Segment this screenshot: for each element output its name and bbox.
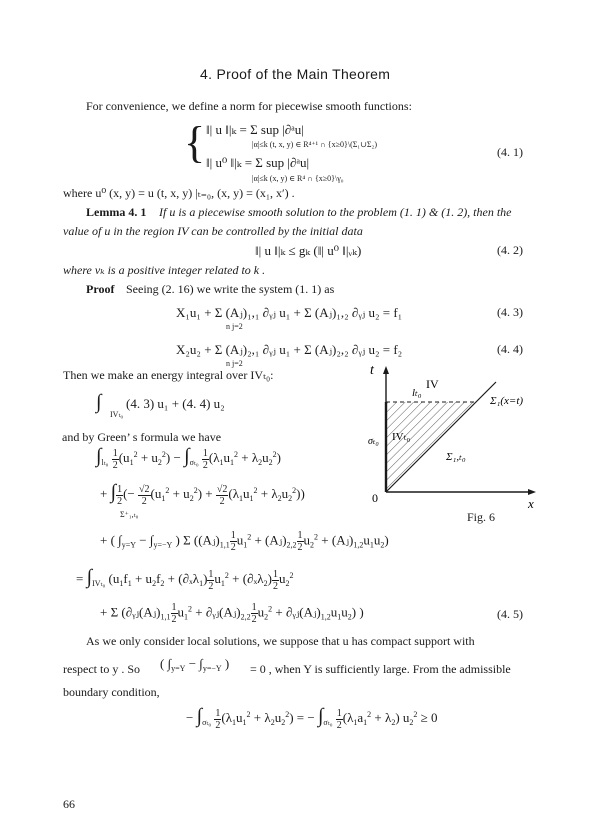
figure-caption: Fig. 6 — [467, 510, 496, 524]
equation-number-4-2: (4. 2) — [497, 243, 523, 257]
intro-text: For convenience, we define a norm for piecewise smooth functions: — [86, 99, 412, 113]
boundary-integrals: ( $\int_{y=Y} - \int_{y=-Y}$ ) — [160, 656, 230, 673]
proof-text: Seeing (2. 16) we write the system (1. 1) as — [126, 282, 335, 296]
green-text: and by Green’ s formula we have — [62, 430, 222, 444]
equation-4-3: X₁u₁ + Σ (Aⱼ)₁,₁ ∂ᵧⱼ u₁ + Σ (Aⱼ)₁,₂ ∂ᵧⱼ u₂ = f₁ — [176, 305, 403, 320]
equation-number-4-1: (4. 1) — [497, 145, 523, 159]
integral-sign: ∫ — [96, 391, 102, 413]
sum-limits-4-3: n j=2 — [226, 322, 243, 331]
where-line: where u⁰ (x, y) = u (t, x, y) |ₜ₌₀, (x, y) = (x₁, x′) . — [63, 186, 295, 200]
left-brace: { — [184, 118, 206, 167]
norm-line-1-sub: |α|≤k (t, x, y) ∈ R⁴⁺¹ ∩ {x≥0}\(Σ₁∪Σ₂) — [252, 140, 377, 149]
equation-number-4-5: (4. 5) — [497, 607, 523, 621]
lemma-text-2: value of u in the region IV can be controlled by the initial data — [63, 224, 363, 238]
energy-integral: (4. 3) u₁ + (4. 4) u₂ — [126, 396, 225, 411]
norm-line-2: ‖| u⁰ ‖|ₖ = Σ sup |∂ᵃu| — [206, 155, 310, 170]
norm-line-2-sub: |α|≤k (x, y) ∈ R⁴ ∩ {x≥0}\γ₀ — [252, 174, 344, 183]
fig-origin-label: 0 — [372, 491, 378, 505]
fig-ivt0-label: IVₜ₀ — [392, 431, 411, 443]
fig-lt0-label: lₜ₀ — [412, 387, 422, 399]
norm-line-1: ‖| u ‖|ₖ = Σ sup |∂ᵃu| — [206, 122, 304, 137]
local-text-3: = 0 , when Y is sufficiently large. From the admissible — [250, 662, 511, 676]
lemma-label: Lemma 4. 1 — [86, 205, 147, 219]
fig-sigma1t0-label: Σ₁,ₜ₀ — [446, 451, 466, 463]
x-axis-arrow — [528, 489, 536, 495]
fig-sigma1-label: Σ₁(x=t) — [490, 395, 524, 407]
local-text-2: respect to y . So — [63, 662, 140, 676]
equation-number-4-4: (4. 4) — [497, 342, 523, 356]
page-number: 66 — [63, 797, 75, 811]
proof-label: Proof — [86, 282, 115, 296]
lemma-equation: ‖| u ‖|ₖ ≤ gₖ (‖| u⁰ ‖|ᵥₖ) — [255, 243, 362, 258]
fig-sigma-t0-label: σₜ₀ — [368, 436, 379, 447]
sum-limits-4-4: n j=2 — [226, 359, 243, 368]
fig-x-label: x — [528, 496, 534, 511]
fig-t-label: t — [370, 363, 374, 378]
lemma-text-1: If u is a piecewise smooth solution to the problem (1. 1) & (1. 2), then the — [159, 205, 512, 219]
local-text-1: As we only consider local solutions, we suppose that u has compact support with — [86, 634, 475, 648]
lemma-text-3: where vₖ is a positive integer related to k . — [63, 263, 266, 277]
local-text-4: boundary condition, — [63, 685, 160, 699]
t-axis-arrow — [383, 366, 389, 374]
green-line-2-domain: Σ⁺₁,ₜ₀ — [120, 510, 139, 519]
equation-4-4: X₂u₂ + Σ (Aⱼ)₂,₁ ∂ᵧⱼ u₁ + Σ (Aⱼ)₂,₂ ∂ᵧⱼ u₂ = f₂ — [176, 342, 403, 357]
green-line-4: = $\int_{IV_{t0}}$ ($u_1f_1 + u_2f_2 + (\partial_x\lambda_1)$ $\frac{1}{2}$ $u_1^2 + (\partial_x\lambda_2)$ $\frac{1}{2}$ $u_2^2$ — [76, 566, 294, 592]
green-line-2: + ∫ $\frac{1}{2}$ (− $\frac{√2}{2}$ $(u_1^2 + u_2^2)$ + $\frac{√2}{2}$ $(\lambda_1u_1^2 + \lambda_2u_2^2)$) — [100, 481, 305, 507]
energy-text: Then we make an energy integral over IVₜ₀: — [63, 368, 274, 382]
section-title: 4. Proof of the Main Theorem — [200, 66, 391, 82]
fig-iv-label: IV — [426, 377, 439, 391]
final-inequality: − $\int_{\sigma_{t0}}$ $\frac{1}{2}$ $(\lambda_1u_1^2 + \lambda_2u_2^2)$ = − $\int_{\sigma_{t0}}$ $\frac{1}{2}$ $(\lambda_1a_1^2 + \lambda_2) u_2^2 \ge 0$ — [186, 705, 438, 731]
integral-domain: IVₜ₀ — [110, 410, 124, 419]
green-line-5: + Σ ($\partial ᵧⱼ(Aⱼ)_{1,1}$ $\frac{1}{2}$ $u_1^2$ + $\partial ᵧⱼ(Aⱼ)_{2,2}$ $\frac{1}{2}$ $u_2^2$ + $\partial ᵧⱼ(Aⱼ)_{1,2}u_1u_2$) ) — [100, 602, 364, 625]
green-line-3: + ( $\int_{y=Y} - \int_{y=-Y}$ ) Σ ($(Aⱼ)_{1,1}$ $\frac{1}{2}$ $u_1^2$ + $(Aⱼ)_{2,2}$ $\frac{1}{2}$ $u_2^2$ + $(Aⱼ)_{1,2}u_1u_2$) — [100, 530, 389, 553]
equation-number-4-3: (4. 3) — [497, 305, 523, 319]
figure-6 — [360, 362, 540, 527]
green-line-1: $\int_{l_{t0}}$ $\frac{1}{2}$ $(u_1^2 + u_2^2) - \int_{\sigma_{t0}}$ $\frac{1}{2}$ $(\lambda_1u_1^2 + \lambda_2u_2^2)$ — [96, 445, 282, 471]
